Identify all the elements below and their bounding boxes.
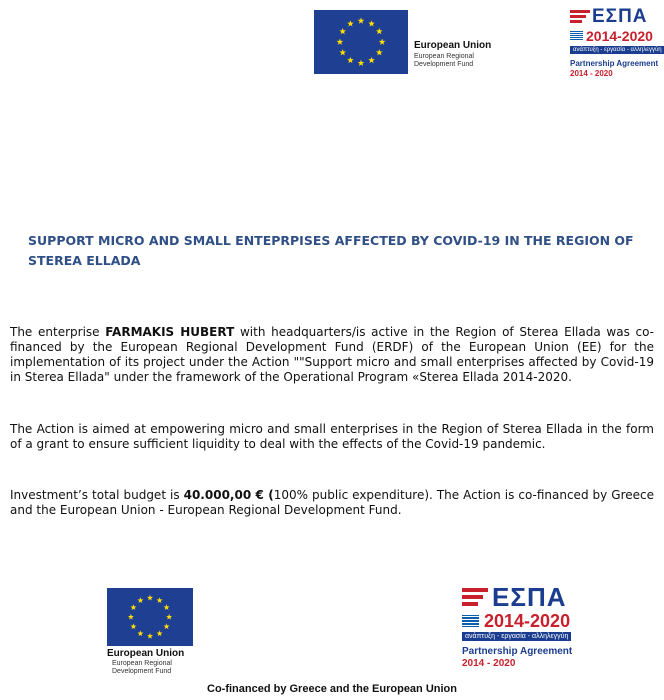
eu-star bbox=[339, 28, 346, 34]
eu-label-title-bottom: European Union bbox=[107, 648, 185, 659]
eu-star bbox=[164, 623, 170, 629]
espa-tagline: ανάπτυξη - εργασία - αλληλεγγύη bbox=[570, 46, 664, 54]
budget-amount: 40.000,00 € ( bbox=[183, 488, 274, 502]
paragraph-budget-rest: 100% public expenditure). The Action is co-financed by Greece and the European Union - European Regional Development Fund. bbox=[10, 488, 654, 517]
eu-star bbox=[164, 604, 170, 610]
eu-star bbox=[147, 595, 153, 601]
eu-star bbox=[137, 630, 143, 636]
eu-star bbox=[157, 630, 163, 636]
paragraph-budget bbox=[10, 488, 654, 518]
eu-star bbox=[337, 38, 344, 44]
eu-label-title-top: European Union bbox=[414, 40, 492, 51]
eu-star bbox=[128, 614, 134, 620]
eu-flag-bottom bbox=[107, 588, 193, 646]
eu-star bbox=[137, 597, 143, 603]
eu-star bbox=[376, 28, 383, 34]
eu-star bbox=[379, 38, 386, 44]
page-title-line2: STEREA ELLADA bbox=[28, 253, 141, 268]
espa-partnership-years: 2014 - 2020 bbox=[570, 69, 613, 78]
eu-star bbox=[147, 633, 153, 639]
paragraph-intro-rest: with headquarters/is active in the Region of Sterea Ellada was co-financed by the European Regional Development Fund (ERDF) of the European Union (EE) for the implementation of its project under the Action ""Support micro and small enterprises affected by Covid-19 in Sterea Ellada" under the framework of the Operational Program «Sterea Ellada 2014-2020. bbox=[10, 325, 654, 384]
eu-star bbox=[376, 49, 383, 55]
eu-stars-icon bbox=[314, 10, 408, 74]
eu-star bbox=[166, 614, 172, 620]
eu-label-subtitle-bottom: European Regional Development Fund bbox=[112, 660, 172, 676]
espa-partnership-years: 2014 - 2020 bbox=[462, 658, 516, 669]
espa-logo-bottom bbox=[460, 582, 580, 674]
eu-star bbox=[358, 17, 365, 23]
paragraph-budget-lead: Investment’s total budget is bbox=[10, 488, 184, 502]
footer-cofinanced: Co-financed by Greece and the European Union bbox=[207, 683, 457, 695]
eu-star bbox=[130, 604, 136, 610]
espa-partnership: Partnership Agreement bbox=[570, 59, 659, 68]
espa-partnership: Partnership Agreement bbox=[462, 646, 573, 657]
paragraph-aim-text: The Action is aimed at empowering micro and small enterprises in the Region of Sterea Ellada in the form of a grant to ensure sufficient liquidity to deal with the effects of the Covid-19 pandemic. bbox=[10, 422, 654, 451]
page-title-line1: SUPPORT MICRO AND SMALL ENTEPRPISES AFFECTED BY COVID-19 IN THE REGION OF bbox=[28, 233, 634, 248]
eu-label-subtitle-top: European Regional Development Fund bbox=[414, 53, 474, 69]
paragraph-aim bbox=[10, 422, 654, 452]
eu-star bbox=[368, 20, 375, 26]
company-name: FARMAKIS HUBERT bbox=[105, 325, 235, 339]
paragraph-intro-lead: The enterprise bbox=[10, 325, 106, 339]
espa-mark-icon bbox=[462, 588, 488, 606]
espa-mark-icon bbox=[570, 10, 590, 24]
espa-logo-top bbox=[568, 6, 660, 84]
eu-star bbox=[347, 57, 354, 63]
eu-star bbox=[368, 57, 375, 63]
espa-years: 2014-2020 bbox=[586, 28, 653, 44]
eu-star bbox=[347, 20, 354, 26]
eu-star bbox=[358, 60, 365, 66]
espa-years: 2014-2020 bbox=[484, 611, 571, 631]
eu-star bbox=[339, 49, 346, 55]
eu-stars-icon bbox=[107, 588, 193, 646]
eu-flag-top bbox=[314, 10, 408, 74]
greek-flag-icon bbox=[570, 31, 583, 40]
espa-title: ΕΣΠΑ bbox=[492, 582, 567, 612]
eu-star bbox=[157, 597, 163, 603]
espa-tagline: ανάπτυξη - εργασία - αλληλεγγύη bbox=[462, 632, 571, 641]
espa-title: ΕΣΠΑ bbox=[592, 6, 648, 27]
page-title bbox=[28, 231, 648, 271]
paragraph-intro bbox=[10, 325, 654, 385]
greek-flag-icon bbox=[462, 615, 479, 627]
eu-star bbox=[130, 623, 136, 629]
